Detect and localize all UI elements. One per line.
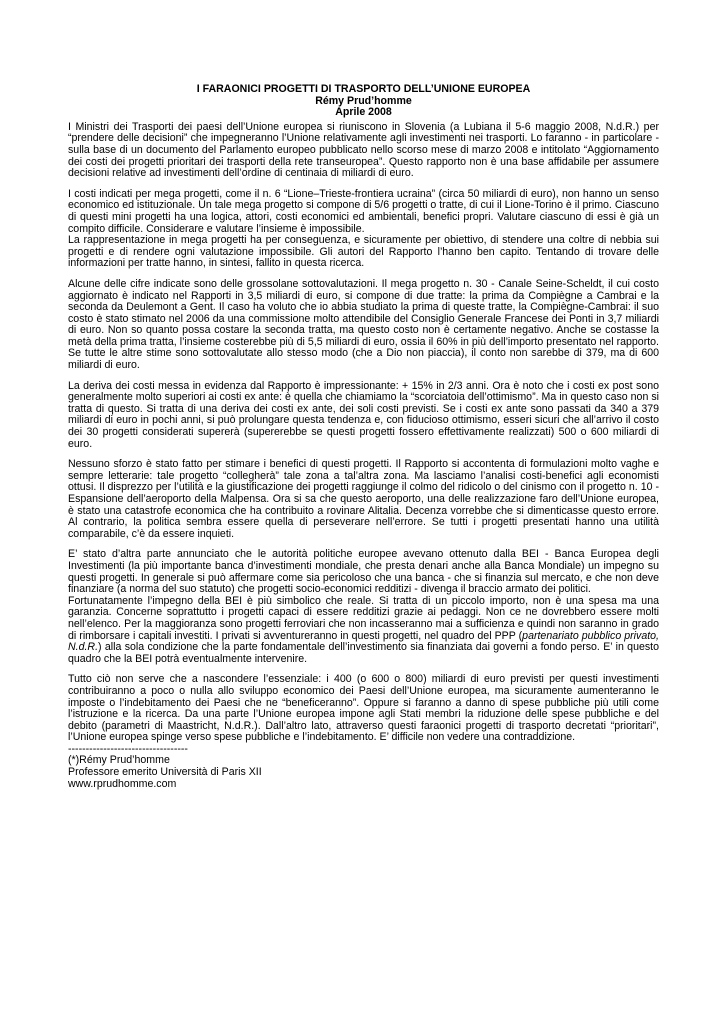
paragraph-underestimation: Alcune delle cifre indicate sono delle grossolane sottovalutazioni. Il mega progetto n. 30 - Canale Seine-Scheldt, il cui costo aggiornato è indicato nel Rapporti in 3,5 miliardi di euro, si compone di due tratte: la prima da Compiègne a Cambrai e la seconda da Deulemont a Gent. Il caso ha voluto che io abbia studiato la prima di queste tratte, la Compiègne-Cambrai: il suo costo è stato stimato nel 2006 da una commissione molto attendibile del Consiglio Generale Francese dei Ponti in 3,7 miliardi di euro. Non so quanto possa costare la seconda tratta, ma questo costo non è certamente negativo. Anche se costasse la metà della prima tratta, l’insieme costerebbe più di 5,5 miliardi di euro, ossia il 60% in più dell’importo presentato nel rapporto. Se tutte le altre stime sono sottovalutate allo stesso modo (che a Dio non piaccia), il conto non sarebbe di 379, ma di 600 miliardi di euro. <box>68 277 659 372</box>
paragraph-mega-projects: I costi indicati per mega progetti, come il n. 6 “Lione–Trieste-frontiera ucraina” (circa 50 miliardi di euro), non hanno un senso economico ed istituzionale. Un tale mega progetto si compone di 5/6 progetti o tratte, di cui il Lione-Torino è il primo. Ciascuno di questi mini progetti ha una logica, attori, costi economici ed ambientali, benefici propri. Valutare ciascuno di essi è già un compito difficile. Considerare e valutare l’insieme è impossibile. <box>68 187 659 235</box>
document-page <box>68 84 659 790</box>
footer-position: Professore emerito Università di Paris XII <box>68 766 262 779</box>
bei-text-part2: ) alla sola condizione che la parte fondamentale dell’investimento sia finanziata dai governi a fondo perso. E’ in questo quadro che la BEI potrà eventualmente intervenire. <box>68 641 659 665</box>
footer-author: (*)Rémy Prud’homme <box>68 754 170 767</box>
paragraph-cost-drift: La deriva dei costi messa in evidenza dal Rapporto è impressionante: + 15% in 2/3 anni. Ora è noto che i costi ex post sono generalmente molto superiori ai costi ex ante: è quella che chiamiamo la “scorciatoia dell’ottimismo”. Ma in questo caso non si tratta di questo. Si tratta di una deriva dei costi ex ante, dei soli costi previsti. Se i costi ex ante sono passati da 340 a 379 miliardi di euro in pochi anni, si può prolungare questa tendenza e, con fiducioso ottimismo, esseri sicuri che all’arrivo il costo dei 30 progetti considerati supererà (supererebbe se questi progetti fossero effettivamente realizzati) 500 o 600 miliardi di euro. <box>68 379 659 450</box>
document-title: I FARAONICI PROGETTI DI TRASPORTO DELL’UNIONE EUROPEA <box>196 83 531 95</box>
document-date: Aprile 2008 <box>335 106 392 119</box>
bei-text-part1: Fortunatamente l’impegno della BEI è più simbolico che reale. Si tratta di un piccolo importo, non è una spesa ma una garanzia. Concerne soprattutto i progetti capaci di essere redditizi grazie ai pedaggi. Non ce ne dovrebbero essere molti nell’elenco. Per la maggioranza sono progetti ferroviari che non incasseranno mai a sufficienza e quindi non saranno in grado di rimborsare i capitali investiti. I privati si avventureranno in questi progetti, nel quadro del PPP ( <box>68 594 659 642</box>
footer-separator: ---------------------------------- <box>68 742 188 755</box>
paragraph-benefits: Nessuno sforzo è stato fatto per stimare i benefici di questi progetti. Il Rapporto si accontenta di formulazioni molto vaghe e sempre letterarie: tale progetto “collegherà” tale zona a tal’altra zona. Ma lasciamo l’analisi costi-benefici agli economisti ottusi. Il disprezzo per l’utilità e la giustificazione dei progetti raggiunge il colmo del ridicolo o del cinismo con il progetto n. 10 - Espansione dell’aeroporto della Malpensa. Ora si sa che questo aeroporto, una delle realizzazione faro dell’Unione europea, è stato una catastrofe economica che ha contribuito a rovinare Alitalia. Decenza vorrebbe che si dimenticasse questo errore. Al contrario, la politica sembra essere quella di perseverare nell’errore. Se tutti i progetti presentati hanno una utilità comparabile, c’è da essere inquieti. <box>68 458 659 540</box>
paragraph-representation: La rappresentazione in mega progetti ha per conseguenza, e sicuramente per obiettivo, di stendere una coltre di nebbia sui progetti e di rendere ogni valutazione impossibile. Gli autori del Rapporto l’hanno ben capito. Tentando di trovare delle informazioni per tratte hanno, in sintesi, fallito in questa ricerca. <box>68 234 659 270</box>
footer-website: www.rprudhomme.com <box>68 777 177 790</box>
paragraph-bei: E’ stato d’altra parte annunciato che le autorità politiche europee avevano ottenuto dalla BEI - Banca Europea degli Investimenti (la più importante banca d’investimenti mondiale, che presta denari anche alla Banca Mondiale) un impegno su questi progetti. In generale si può affermare come sia pericoloso che una banca - che si finanzia sul mercato, e che non deve finanziare (a norma del suo statuto) che progetti socio-economici redditizi - divenga il braccio armato dei politici. <box>68 548 659 596</box>
paragraph-conclusion: Tutto ciò non serve che a nascondere l’essenziale: i 400 (o 600 o 800) miliardi di euro previsti per questi investimenti contribuiranno a poco o nulla allo sviluppo economico dei Paesi dell’Unione europea, ma sicuramente aumenteranno le imposte o l’indebitamento dei Paesi che ne “beneficeranno”. Oppure si faranno a danno di spese pubbliche più utili come l’istruzione e la ricerca. Da una parte l’Unione europea impone agli Stati membri la riduzione delle spese pubbliche e del debito (parametri di Maastricht, N.d.R.). Dall’altro lato, attraverso questi faraonici progetti di trasporto decretati “prioritari”, l’Unione europea spinge verso spese pubbliche e l’indebitamento. E’ difficile non vedere una contraddizione. <box>68 673 659 744</box>
paragraph-bei-commitment <box>68 596 659 666</box>
paragraph-intro: I Ministri dei Trasporti dei paesi dell’Unione europea si riuniscono in Slovenia (a Lubiana il 5-6 maggio 2008, N.d.R.) per “prendere delle decisioni” che impegneranno l’Unione relativamente agli investimenti nei trasporti. Lo faranno - in particolare - sulla base di un documento del Parlamento europeo pubblicato nello scorso mese di marzo 2008 e intitolato “Aggiornamento dei costi dei progetti prioritari dei trasporti della rete transeuropea”. Questo rapporto non è una base affidabile per assumere decisioni relative ad investimenti dell’ordine di centinaia di miliardi di euro. <box>68 120 659 180</box>
document-author: Rémy Prud’homme <box>315 94 412 107</box>
document-footer <box>68 744 659 790</box>
document-header <box>68 84 659 119</box>
bei-text-italic: partenariato pubblico privato, N.d.R. <box>68 629 659 654</box>
